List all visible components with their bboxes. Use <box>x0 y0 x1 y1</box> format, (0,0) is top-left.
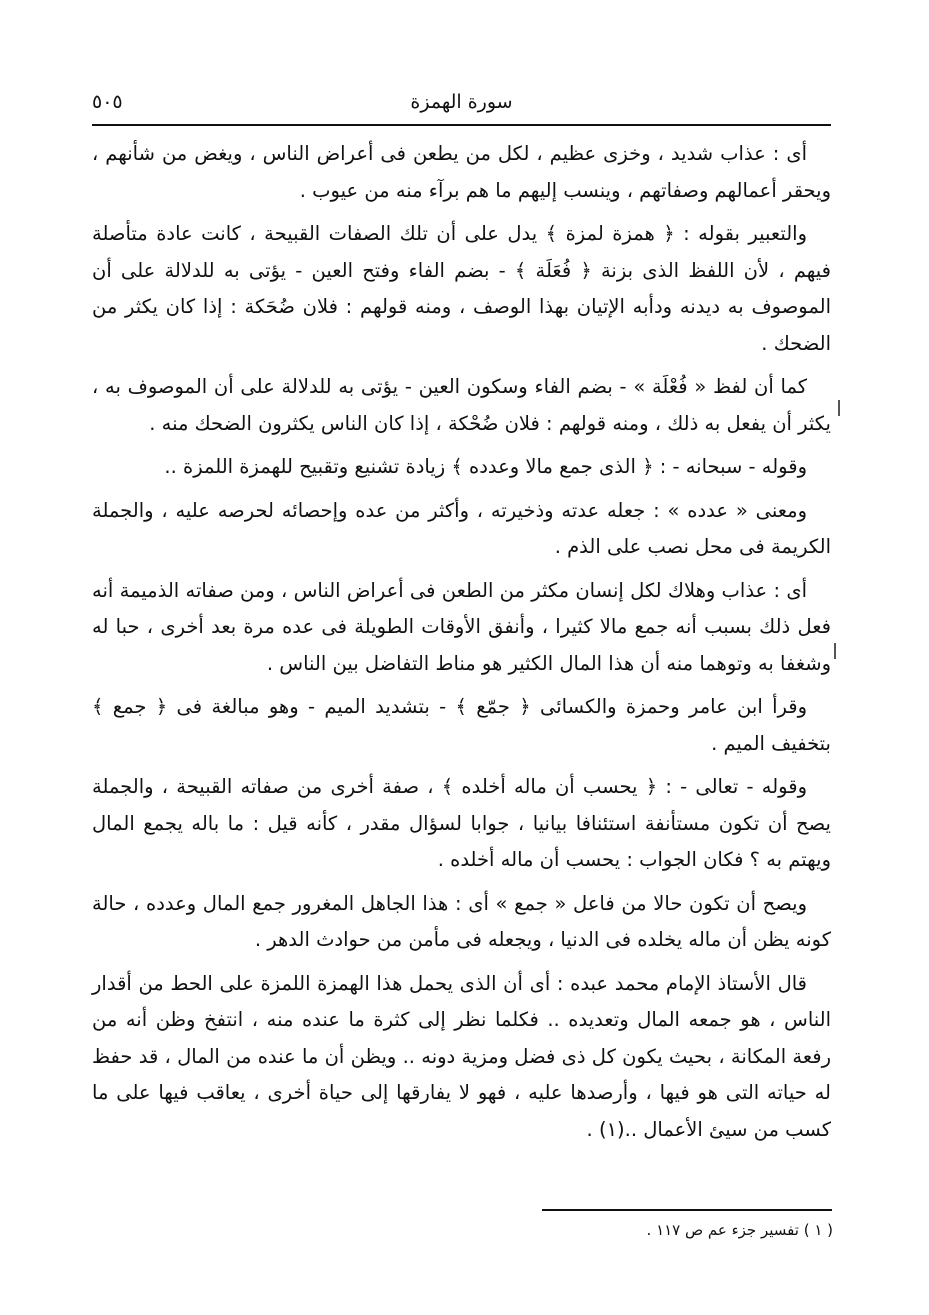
page-header <box>92 84 831 120</box>
paragraph: وقوله - تعالى - : ﴿ يحسب أن ماله أخلده ﴾ ، صفة أخرى من صفاته القبيحة ، والجملة يصح أن تكون مستأنفة استئنافا بيانيا ، جوابا لسؤال مقدر ، كأنه قيل : ما باله يجمع المال ويهتم به ؟ فكان الجواب : يحسب أن ماله أخلده . <box>92 775 831 871</box>
paragraph: ومعنى « عدده » : جعله عدته وذخيرته ، وأكثر من عده وإحصائه لحرصه عليه ، والجملة الكريمة فى محل نصب على الذم . <box>92 498 831 558</box>
page-number: ٥٠٥ <box>92 91 123 113</box>
margin-mark <box>834 643 836 659</box>
paragraph: أى : عذاب وهلاك لكل إنسان مكثر من الطعن فى أعراض الناس ، ومن صفاته الذميمة أنه فعل ذلك بسبب أنه جمع مالا كثيرا ، وأنفق الأوقات الطويلة فى عده مرة بعد أخرى ، حبا له وشغفا به وتوهما منه أن هذا المال الكثير هو مناط التفاضل بين الناس . <box>92 578 831 675</box>
paragraph: كما أن لفظ « فُعْلَة » - بضم الفاء وسكون العين - يؤتى به للدلالة على أن الموصوف به ، يكثر أن يفعل به ذلك ، ومنه قولهم : فلان ضُحْكة ، إذا كان الناس يكثرون الضحك منه . <box>92 375 831 435</box>
paragraph: أى : عذاب شديد ، وخزى عظيم ، لكل من يطعن فى أعراض الناس ، ويغض من شأنهم ، ويحقر أعمالهم وصفاتهم ، وينسب إليهم ما هم برآء منه من عيوب . <box>92 142 831 202</box>
footnote-rule <box>542 1209 832 1211</box>
paragraph: قال الأستاذ الإمام محمد عبده : أى أن الذى يحمل هذا الهمزة اللمزة على الحط من أقدار الناس ، هو جمعه المال وتعديده .. فكلما نظر إلى كثرة ما عنده منه ، انتفخ وظن أنه من رفعة المكانة ، بحيث يكون كل ذى فضل ومزية دونه .. ويظن أن ما عنده من المال ، قد حفظ له حياته التى هو فيها ، وأرصدها عليه ، فهو لا يفارقها إلى حياة أخرى ، يعاقب فيها على ما كسب من سيئ الأعمال ..(١) . <box>92 971 831 1141</box>
paragraph: والتعبير بقوله : ﴿ همزة لمزة ﴾ يدل على أن تلك الصفات القبيحة ، كانت عادة متأصلة فيهم ، لأن اللفظ الذى بزنة ﴿ فُعَلَة ﴾ - بضم الفاء وفتح العين - يؤتى به للدلالة على أن الموصوف به ديدنه ودأبه الإتيان بهذا الوصف ، ومنه قولهم : فلان ضُحَكة : إذا كان يكثر من الضحك . <box>92 222 831 355</box>
paragraph: وقرأ ابن عامر وحمزة والكسائى ﴿ جمّع ﴾ - بتشديد الميم - وهو مبالغة فى ﴿ جمع ﴾ بتخفيف الميم . <box>92 695 831 755</box>
page-body <box>92 136 831 1155</box>
footnote: ( ١ ) تفسير جزء عم ص ١١٧ . <box>646 1221 833 1239</box>
margin-mark <box>838 400 840 416</box>
chapter-title: سورة الهمزة <box>410 91 513 113</box>
paragraph: ويصح أن تكون حالا من فاعل « جمع » أى : هذا الجاهل المغرور جمع المال وعدده ، حالة كونه يظن أن ماله يخلده فى الدنيا ، ويجعله فى مأمن من حوادث الدهر . <box>92 891 831 951</box>
paragraph: وقوله - سبحانه - : ﴿ الذى جمع مالا وعدده ﴾ زيادة تشنيع وتقبيح للهمزة اللمزة .. <box>164 455 807 478</box>
header-rule <box>92 124 831 126</box>
